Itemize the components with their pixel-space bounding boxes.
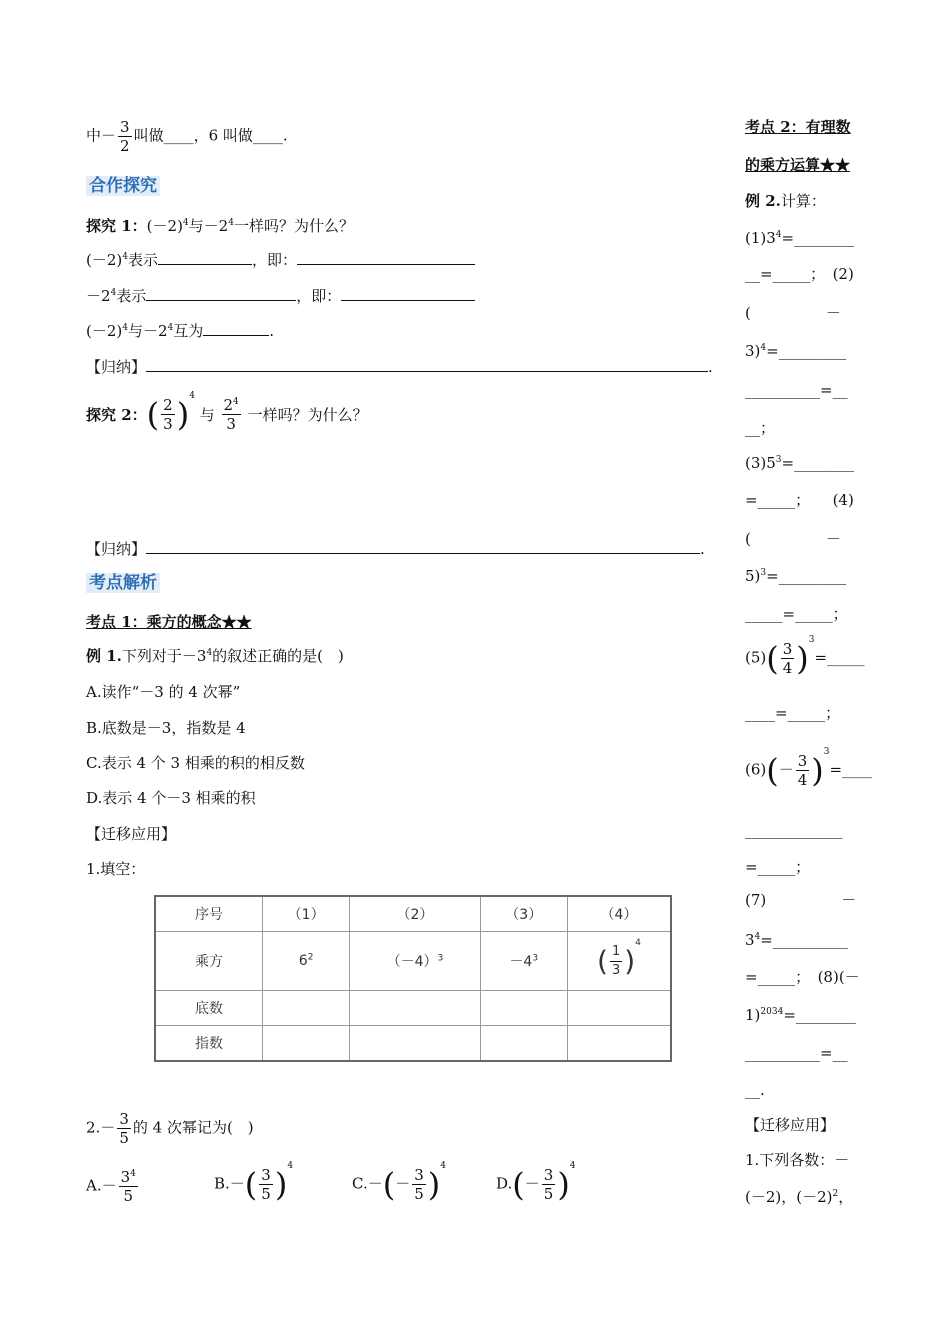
power-table xyxy=(154,895,672,1062)
calc-item-2b: 3)$^4$=_________ xyxy=(745,342,847,360)
calc-item-6b: _____________ xyxy=(745,821,843,839)
power-cell: $(-4)^3$ xyxy=(350,932,480,991)
calc-item-8b: __________=__ xyxy=(745,1044,848,1062)
table-header-cell: （1） xyxy=(263,896,350,932)
blank-cell[interactable] xyxy=(263,991,350,1026)
fill-blank-line: 中－ $\frac{3}{2}$ 叫做____，6 叫做____. xyxy=(86,118,288,155)
calc-item-1b: __=_____； (2) xyxy=(745,265,854,283)
explore1-line3: $(-2)^4$与$-2^4$互为 . xyxy=(86,322,275,340)
calc-item-4a: ( － xyxy=(745,530,841,548)
example1-question: 例 1.下列对于$-3^4$的叙述正确的是( ) xyxy=(86,647,344,665)
calc-item-7a: (7) － xyxy=(745,891,857,909)
option-b: B.底数是－3，指数是 4 xyxy=(86,719,246,737)
row-label-exponent: 指数 xyxy=(155,1026,263,1062)
calc-item-4b: 5)$^3$=_________ xyxy=(745,567,847,585)
table-header-cell: （2） xyxy=(350,896,480,932)
calc-item-4c: _____=_____； xyxy=(745,605,848,623)
calc-item-3: $(3)5^3=\_\_\_\_\_\_\_\_$ xyxy=(745,454,855,472)
option-a: A.读作“－3 的 4 次幂” xyxy=(86,683,241,701)
example2-label: 例 2.计算： xyxy=(745,192,826,210)
blank-cell[interactable] xyxy=(480,991,567,1026)
calc-item-2d: __； xyxy=(745,419,776,437)
power-cell: $-4^3$ xyxy=(480,932,567,991)
option-c: C.表示 4 个 3 相乘的积的相反数 xyxy=(86,754,305,772)
option-d: D.表示 4 个－3 相乘的积 xyxy=(86,789,256,807)
row-label-power: 乘方 xyxy=(155,932,263,991)
key-point-1: 考点 1：乘方的概念★★ xyxy=(86,613,252,631)
question-2: 2.－ $\frac{3}{5}$ 的 4 次幂记为( ) xyxy=(86,1110,254,1147)
blank-cell[interactable] xyxy=(567,1026,671,1062)
calc-item-5b: ____=_____； xyxy=(745,704,841,722)
calc-item-8a: 1)$^{2034}$=________ xyxy=(745,1006,856,1024)
summary-line-1: 【归纳】 . xyxy=(86,358,713,376)
explore1-question: 探究 1：$(-2)^4$与$-2^4$一样吗？为什么？ xyxy=(86,217,354,235)
table-header-cell: （4） xyxy=(567,896,671,932)
sidebar-transfer-label: 【迁移应用】 xyxy=(745,1116,836,1134)
q2-option-d: D.(－ $\frac{3}{5}$ )$^4$ xyxy=(496,1161,576,1204)
section-heading-cooperate: 合作探究 xyxy=(86,176,160,196)
summary-line-2: 【归纳】 . xyxy=(86,540,705,558)
table-header-cell: 序号 xyxy=(155,896,263,932)
key-point-2-b: 的乘方运算★★ xyxy=(745,156,851,174)
blank-cell[interactable] xyxy=(263,1026,350,1062)
q2-option-a: A.－ $\frac{3^4}{5}$ xyxy=(86,1168,136,1205)
calc-item-6: (6)(－ $\frac{3}{4}$ )$^3$=____ xyxy=(745,747,873,790)
calc-item-6c: =_____； xyxy=(745,858,811,876)
calc-item-5: (5)( $\frac{3}{4}$ )$^3$=_____ xyxy=(745,635,865,678)
explore1-line2: $-2^4$表示 ，即： xyxy=(86,286,475,306)
sidebar-question-1a: 1.下列各数：－ xyxy=(745,1151,850,1169)
calc-item-2a: ( － xyxy=(745,304,841,322)
explore2-question: 探究 2：( $\frac{2}{3}$ )$^4$ 与 $\frac{2^4}{3}$ 一样吗？为什么？ xyxy=(86,391,368,434)
key-point-2-a: 考点 2：有理数 xyxy=(745,118,851,136)
calc-item-1: $(1)3^4=\_\_\_\_\_\_\_\_$ xyxy=(745,229,855,247)
blank-cell[interactable] xyxy=(350,1026,480,1062)
transfer-label: 【迁移应用】 xyxy=(86,825,177,843)
blank-cell[interactable] xyxy=(567,991,671,1026)
q2-option-b: B.－( $\frac{3}{5}$ )$^4$ xyxy=(214,1161,294,1204)
calc-item-7b: $3^4=\_\_\_\_\_\_\_\_\_\_$ xyxy=(745,931,848,949)
power-cell: ( $\frac{1}{3}$ )$^4$ xyxy=(567,932,671,991)
table-header-cell: （3） xyxy=(480,896,567,932)
power-cell: $6^2$ xyxy=(263,932,350,991)
calc-item-3b: =_____； (4) xyxy=(745,491,854,509)
question-1-label: 1.填空： xyxy=(86,860,146,878)
sidebar-question-1b: (－2)，$(-2)^2$， xyxy=(745,1188,854,1206)
row-label-base: 底数 xyxy=(155,991,263,1026)
calc-item-8c: __. xyxy=(745,1081,765,1099)
q2-option-c: C.－(－ $\frac{3}{5}$ )$^4$ xyxy=(352,1161,446,1204)
calc-item-7c: =_____； (8)(－ xyxy=(745,968,860,986)
explore1-line1: $(-2)^4$表示 ，即： xyxy=(86,250,475,270)
section-heading-analysis: 考点解析 xyxy=(86,573,160,593)
calc-item-2c: __________=__ xyxy=(745,381,848,399)
blank-cell[interactable] xyxy=(350,991,480,1026)
fraction: $\frac{3}{2}$ xyxy=(120,118,130,155)
blank-cell[interactable] xyxy=(480,1026,567,1062)
